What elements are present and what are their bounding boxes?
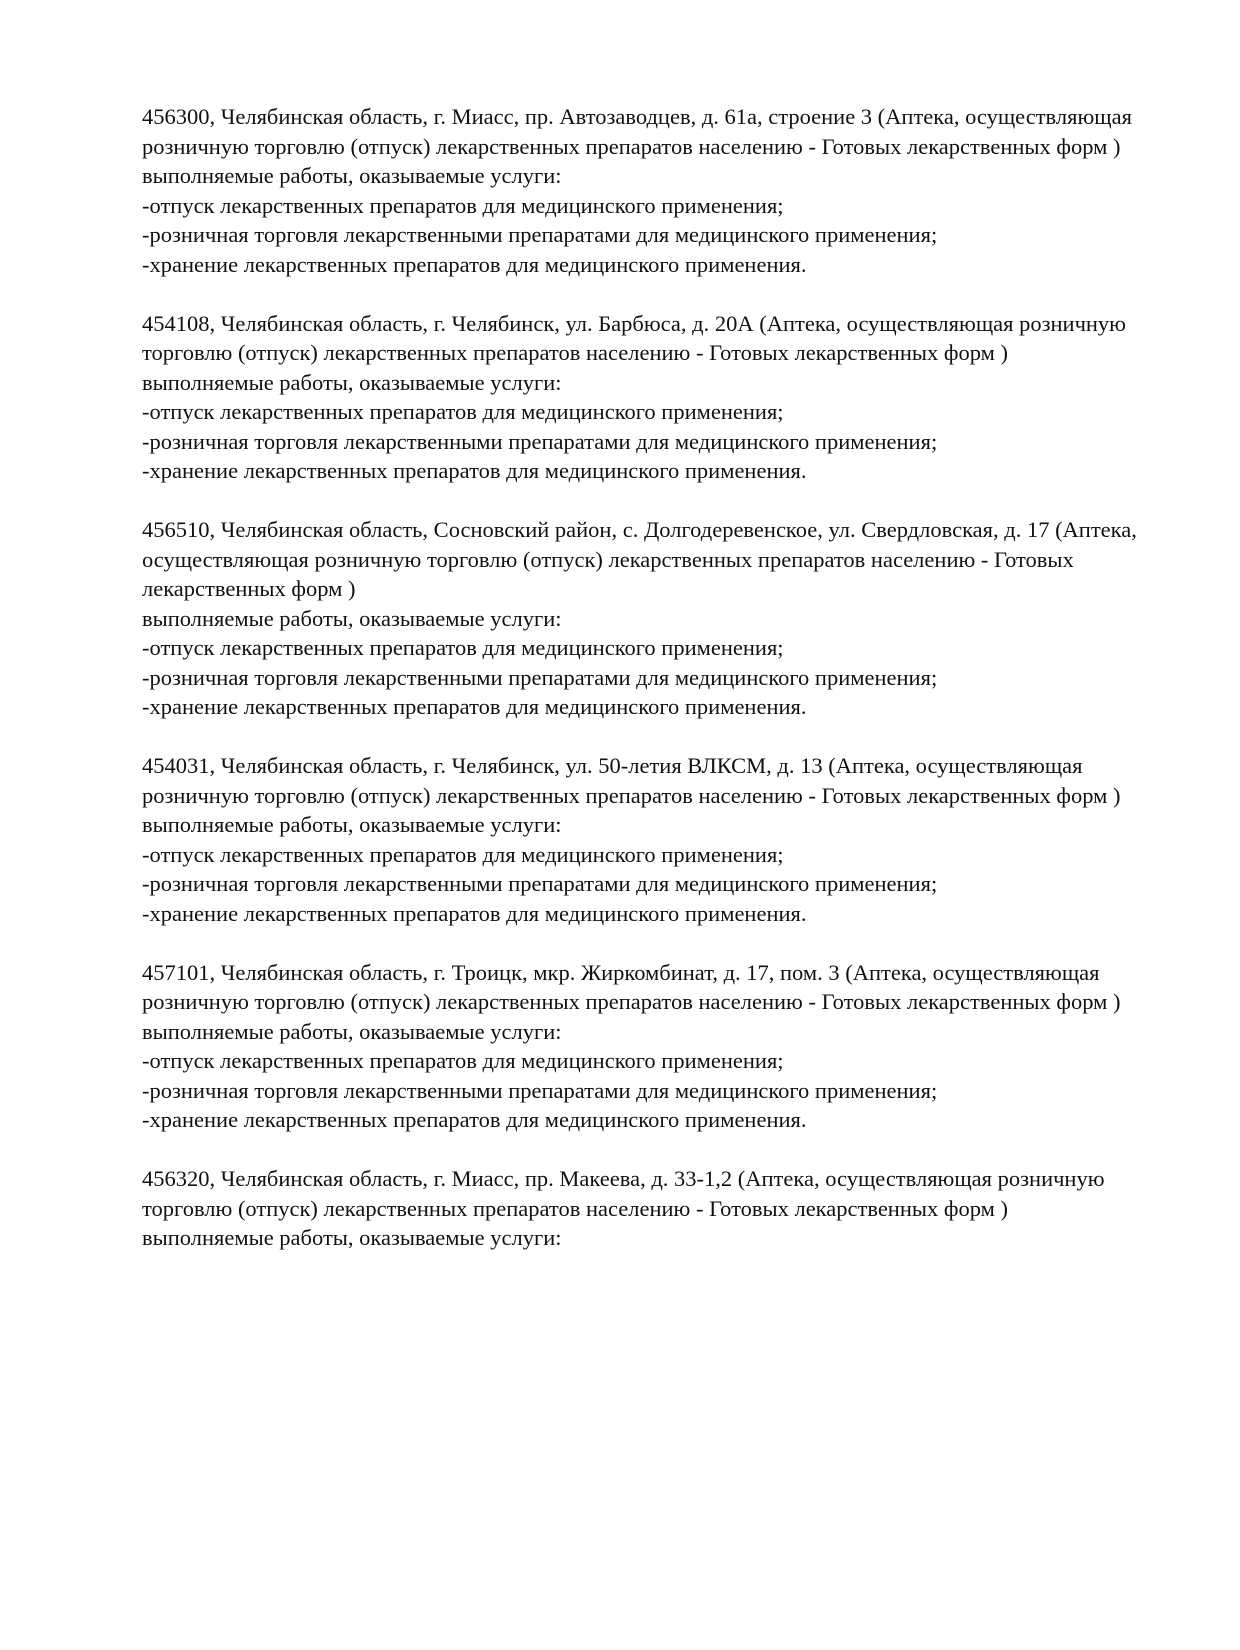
- pharmacy-entry: [142, 515, 1152, 722]
- entry-service-item: -хранение лекарственных препаратов для медицинского применения.: [142, 694, 807, 719]
- entry-services-heading: выполняемые работы, оказываемые услуги:: [142, 812, 562, 837]
- entry-service-item: -отпуск лекарственных препаратов для медицинского применения;: [142, 635, 784, 660]
- entry-services-heading: выполняемые работы, оказываемые услуги:: [142, 1018, 562, 1044]
- entry-address: 454108, Челябинская область, г. Челябинск, ул. Барбюса, д. 20А (Аптека, осуществляющая розничную торговлю (отпуск) лекарственных препаратов населению - Готовых лекарственных форм ): [142, 310, 1126, 365]
- entry-address: 456300, Челябинская область, г. Миасс, пр. Автозаводцев, д. 61а, строение 3 (Аптека, осуществляющая розничную торговлю (отпуск) лекарственных препаратов населению - Готовых лекарственных форм ): [142, 104, 1132, 159]
- entry-service-item: -розничная торговля лекарственными препаратами для медицинского применения;: [142, 871, 938, 896]
- entry-service-item: -отпуск лекарственных препаратов для медицинского применения;: [142, 1048, 784, 1073]
- pharmacy-entry: [142, 1164, 1152, 1253]
- entry-address: 457101, Челябинская область, г. Троицк, мкр. Жиркомбинат, д. 17, пом. 3 (Аптека, осуществляющая розничную торговлю (отпуск) лекарственных препаратов населению - Готовых лекарственных форм ): [142, 959, 1121, 1014]
- entry-service-item: -хранение лекарственных препаратов для медицинского применения.: [142, 458, 807, 483]
- entry-service-item: -отпуск лекарственных препаратов для медицинского применения;: [142, 841, 784, 867]
- entry-service-item: -розничная торговля лекарственными препаратами для медицинского применения;: [142, 222, 938, 247]
- entry-service-item: -хранение лекарственных препаратов для медицинского применения.: [142, 1107, 807, 1132]
- entry-address: 454031, Челябинская область, г. Челябинск, ул. 50-летия ВЛКСМ, д. 13 (Аптека, осуществляющая розничную торговлю (отпуск) лекарственных препаратов населению - Готовых лекарственных форм ): [142, 753, 1121, 808]
- entry-service-item: -розничная торговля лекарственными препаратами для медицинского применения;: [142, 664, 938, 690]
- entry-address: 456510, Челябинская область, Сосновский район, с. Долгодеревенское, ул. Свердловская, д. 17 (Аптека, осуществляющая розничную торговлю (отпуск) лекарственных препаратов населению - Готовых лекарственных форм ): [142, 517, 1137, 601]
- entry-service-item: -розничная торговля лекарственными препаратами для медицинского применения;: [142, 428, 938, 454]
- entry-service-item: -отпуск лекарственных препаратов для медицинского применения;: [142, 399, 784, 424]
- entry-service-item: -хранение лекарственных препаратов для медицинского применения.: [142, 900, 807, 926]
- entry-service-item: -хранение лекарственных препаратов для медицинского применения.: [142, 251, 807, 277]
- entry-service-item: -отпуск лекарственных препаратов для медицинского применения;: [142, 192, 784, 218]
- pharmacy-entry: [142, 309, 1152, 486]
- document-body: [142, 102, 1152, 1282]
- entry-services-heading: выполняемые работы, оказываемые услуги:: [142, 369, 562, 395]
- entry-services-heading: выполняемые работы, оказываемые услуги:: [142, 1225, 562, 1250]
- entry-address: 456320, Челябинская область, г. Миасс, пр. Макеева, д. 33-1,2 (Аптека, осуществляющая розничную торговлю (отпуск) лекарственных препаратов населению - Готовых лекарственных форм ): [142, 1166, 1105, 1221]
- pharmacy-entry: [142, 958, 1152, 1135]
- entry-service-item: -розничная торговля лекарственными препаратами для медицинского применения;: [142, 1077, 938, 1103]
- entry-services-heading: выполняемые работы, оказываемые услуги:: [142, 605, 562, 631]
- pharmacy-entry: [142, 102, 1152, 279]
- pharmacy-entry: [142, 751, 1152, 928]
- entry-services-heading: выполняемые работы, оказываемые услуги:: [142, 163, 562, 188]
